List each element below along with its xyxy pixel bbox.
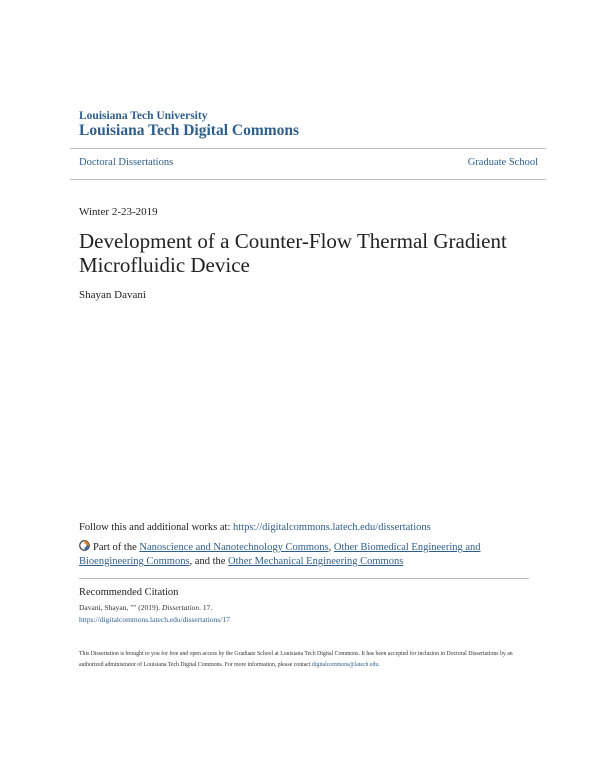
access-statement-end: . xyxy=(378,662,380,668)
separator-1: , xyxy=(328,542,334,553)
part-of-commons xyxy=(79,540,539,569)
dissertations-url-link[interactable]: https://digitalcommons.latech.edu/dissertations xyxy=(233,522,431,533)
citation-text xyxy=(79,603,212,612)
author-name: Shayan Davani xyxy=(79,289,146,301)
follow-line xyxy=(79,522,431,533)
citation-prefix: Davani, Shayan, "" (2019). xyxy=(79,603,162,612)
access-statement-text: This Dissertation is brought to you for free and open access by the Graduate School at Louisiana Tech Digital Commons. It has been accepted for inclusion in Doctoral Dissertations by an authorized administrator of Louisiana Tech Digital Commons. For more information, please contact xyxy=(79,651,513,668)
recommended-citation-heading: Recommended Citation xyxy=(79,587,179,598)
follow-text: Follow this and additional works at: xyxy=(79,522,233,533)
university-name: Louisiana Tech University xyxy=(79,110,208,122)
part-of-prefix: Part of the xyxy=(93,542,140,553)
contact-email-link[interactable]: digitalcommons@latech.edu xyxy=(311,662,379,668)
publication-date: Winter 2-23-2019 xyxy=(79,206,158,218)
repository-name[interactable]: Louisiana Tech Digital Commons xyxy=(79,122,300,139)
citation-url-link[interactable]: https://digitalcommons.latech.edu/dissertations/17 xyxy=(79,615,230,624)
separator-2: , and the xyxy=(189,556,229,567)
creative-commons-icon xyxy=(79,540,90,551)
mechanical-engineering-commons-link[interactable]: Other Mechanical Engineering Commons xyxy=(228,556,404,567)
access-statement xyxy=(79,649,519,671)
doctoral-dissertations-link[interactable]: Doctoral Dissertations xyxy=(79,157,174,168)
biomedical-engineering-commons-link[interactable]: Other Biomedical Engineering and Bioengineering Commons xyxy=(79,542,481,567)
citation-suffix: . 17. xyxy=(199,603,213,612)
nav-divider xyxy=(70,179,546,180)
citation-divider xyxy=(79,578,529,579)
nanoscience-commons-link[interactable]: Nanoscience and Nanotechnology Commons xyxy=(139,542,329,553)
top-divider xyxy=(70,148,546,149)
citation-italic: Dissertation xyxy=(161,603,200,612)
title-line-1: Development of a Counter-Flow Thermal Gradient xyxy=(79,229,507,253)
title-line-2: Microfluidic Device xyxy=(79,253,250,277)
document-title xyxy=(79,229,549,277)
graduate-school-link[interactable]: Graduate School xyxy=(467,157,538,168)
